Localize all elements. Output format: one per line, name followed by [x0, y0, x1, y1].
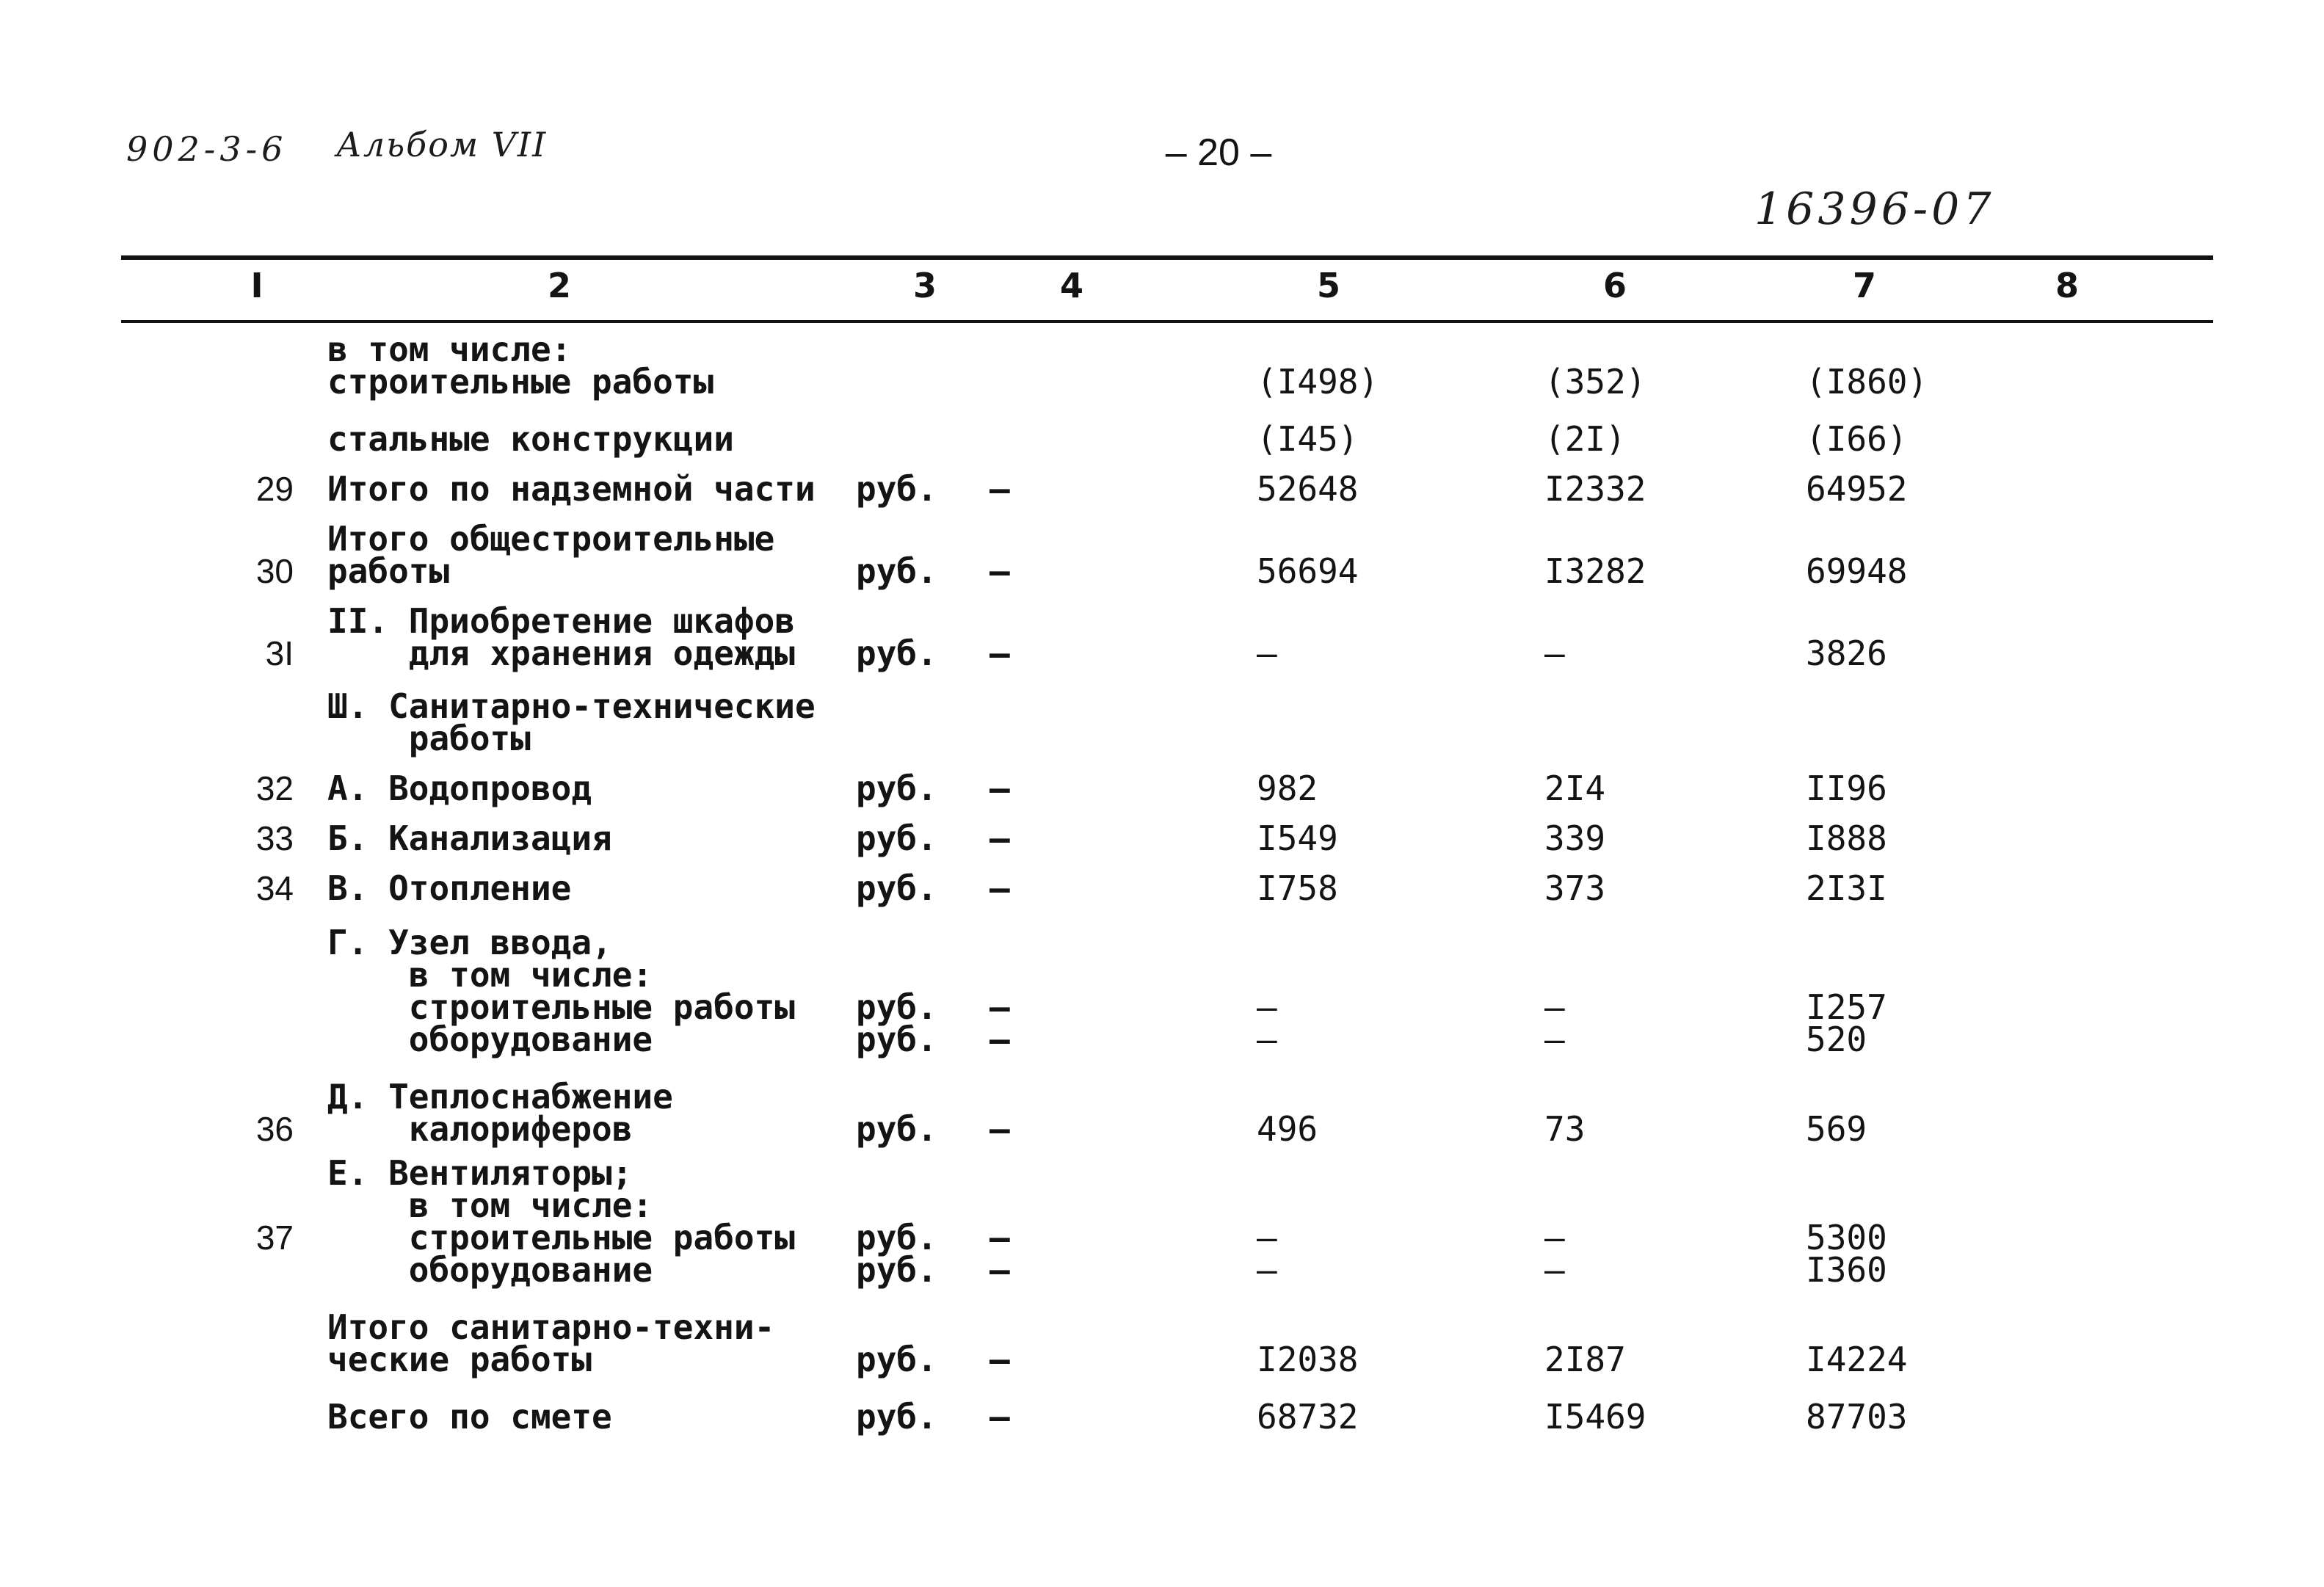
cost-total-cell: II96 [1806, 769, 1887, 808]
cost-total-cell: 64952 [1806, 469, 1908, 509]
cost-installation-cell: 373 [1544, 868, 1606, 908]
page-number: – 20 – [1165, 131, 1272, 174]
row-number: 30 [255, 552, 294, 590]
item-name-line: оборудование [327, 1250, 653, 1290]
row-number: 33 [255, 819, 294, 857]
col4-cell: – [989, 633, 1010, 673]
cost-construction-cell: – – [1257, 1218, 1277, 1290]
column-header-6: 6 [1602, 266, 1627, 305]
item-name [327, 519, 841, 591]
cost-total-cell: (I860) [1806, 362, 1928, 402]
unit-cell: руб. руб. [856, 987, 937, 1059]
cost-construction-cell: 496 [1257, 1109, 1318, 1149]
item-name [327, 469, 841, 509]
cost-installation-cell: – – [1544, 1218, 1565, 1290]
item-name [327, 1397, 841, 1437]
item-name [327, 330, 841, 402]
item-name-line: работы [327, 551, 450, 591]
cost-total-cell: I257 520 [1806, 987, 1887, 1059]
unit-cell: руб. руб. [856, 1218, 937, 1290]
unit-cell: руб. [856, 469, 937, 509]
cost-construction-cell: I549 [1257, 818, 1338, 858]
cost-construction-cell: – – [1257, 987, 1277, 1059]
row-number: 29 [255, 470, 294, 508]
item-name-line: в том числе: [327, 1185, 653, 1225]
item-name [327, 868, 841, 908]
cost-installation-cell: – – [1544, 987, 1565, 1059]
column-header-2: 2 [547, 266, 571, 305]
item-name-line: строительные работы [327, 362, 714, 402]
column-header-1: I [250, 266, 264, 305]
item-name-line: в том числе: [327, 330, 572, 369]
col4-cell: – – [989, 1218, 1010, 1290]
table-top-rule [121, 255, 2213, 260]
header-bottom-rule [121, 320, 2213, 323]
item-name-line: стальные конструкции [327, 419, 734, 459]
item-name-line: оборудование [327, 1020, 653, 1059]
item-name-line: Итого санитарно-техни- [327, 1307, 775, 1347]
unit-cell: руб. [856, 1109, 937, 1149]
item-name [327, 1077, 841, 1149]
row-number: 32 [255, 769, 294, 807]
unit-cell: руб. [856, 868, 937, 908]
item-name-line: строительные работы [327, 987, 795, 1027]
cost-installation-cell: I2332 [1544, 469, 1646, 509]
row-number: 36 [255, 1110, 294, 1148]
cost-total-cell: 2I3I [1806, 868, 1887, 908]
cost-installation-cell: I3282 [1544, 551, 1646, 591]
column-header-4: 4 [1059, 266, 1083, 305]
cost-installation-cell: I5469 [1544, 1397, 1646, 1437]
cost-installation-cell: 73 [1544, 1109, 1586, 1149]
item-name-line: Итого общестроительные [327, 519, 775, 559]
inventory-number: 16396-07 [1754, 184, 1995, 235]
unit-cell: руб. [856, 633, 937, 673]
unit-cell: руб. [856, 1340, 937, 1379]
unit-cell: руб. [856, 551, 937, 591]
item-name-line: Итого по надземной части [327, 469, 816, 509]
document-code: 902-3-6 [126, 129, 288, 169]
item-name-line: Е. Вентиляторы; [327, 1153, 633, 1193]
cost-construction-cell: 68732 [1257, 1397, 1359, 1437]
col4-cell: – [989, 769, 1010, 808]
item-name-line: калориферов [327, 1109, 633, 1149]
row-number: 34 [255, 869, 294, 907]
col4-cell: – [989, 868, 1010, 908]
cost-total-cell: 87703 [1806, 1397, 1908, 1437]
item-name [327, 601, 841, 673]
cost-construction-cell: 52648 [1257, 469, 1359, 509]
item-name-line: II. Приобретение шкафов [327, 601, 795, 641]
unit-cell: руб. [856, 818, 937, 858]
item-name [327, 419, 841, 459]
item-name [327, 1153, 841, 1290]
cost-installation-cell: – [1544, 633, 1565, 673]
item-name [327, 818, 841, 858]
row-number: 37 [255, 1219, 294, 1257]
item-name [327, 1307, 841, 1379]
cost-total-cell: 69948 [1806, 551, 1908, 591]
cost-total-cell: I888 [1806, 818, 1887, 858]
cost-construction-cell: (I45) [1257, 419, 1359, 459]
column-header-5: 5 [1316, 266, 1340, 305]
unit-cell: руб. [856, 1397, 937, 1437]
col4-cell: – [989, 1109, 1010, 1149]
item-name-line: Б. Канализация [327, 818, 612, 858]
item-name [327, 686, 841, 758]
cost-construction-cell: I2038 [1257, 1340, 1359, 1379]
col4-cell: – – [989, 987, 1010, 1059]
item-name-line: для хранения одежды [327, 633, 795, 673]
col4-cell: – [989, 469, 1010, 509]
cost-total-cell: 569 [1806, 1109, 1867, 1149]
col4-cell: – [989, 1340, 1010, 1379]
cost-construction-cell: 982 [1257, 769, 1318, 808]
col4-cell: – [989, 1397, 1010, 1437]
item-name-line: Д. Теплоснабжение [327, 1077, 673, 1116]
cost-construction-cell: I758 [1257, 868, 1338, 908]
cost-installation-cell: 339 [1544, 818, 1606, 858]
cost-total-cell: 3826 [1806, 633, 1887, 673]
item-name-line: В. Отопление [327, 868, 572, 908]
col4-cell: – [989, 818, 1010, 858]
cost-installation-cell: (352) [1544, 362, 1646, 402]
item-name-line: в том числе: [327, 955, 653, 995]
cost-total-cell: 5300 I360 [1806, 1218, 1887, 1290]
item-name-line: Г. Узел ввода, [327, 923, 612, 962]
album-label: Альбом VII [336, 125, 548, 164]
item-name-line: ческие работы [327, 1340, 592, 1379]
unit-cell: руб. [856, 769, 937, 808]
item-name [327, 769, 841, 808]
cost-installation-cell: 2I87 [1544, 1340, 1626, 1379]
item-name-line: Ш. Санитарно-технические [327, 686, 816, 726]
row-number: 3I [265, 634, 294, 672]
cost-total-cell: (I66) [1806, 419, 1908, 459]
cost-construction-cell: (I498) [1257, 362, 1379, 402]
cost-construction-cell: – [1257, 633, 1277, 673]
item-name-line: работы [327, 719, 531, 758]
cost-installation-cell: 2I4 [1544, 769, 1606, 808]
item-name-line: Всего по смете [327, 1397, 612, 1437]
cost-installation-cell: (2I) [1544, 419, 1626, 459]
cost-total-cell: I4224 [1806, 1340, 1908, 1379]
item-name [327, 923, 841, 1059]
item-name-line: А. Водопровод [327, 769, 592, 808]
col4-cell: – [989, 551, 1010, 591]
column-header-3: 3 [912, 266, 937, 305]
column-header-7: 7 [1852, 266, 1876, 305]
item-name-line: строительные работы [327, 1218, 795, 1257]
cost-construction-cell: 56694 [1257, 551, 1359, 591]
column-header-8: 8 [2055, 266, 2079, 305]
